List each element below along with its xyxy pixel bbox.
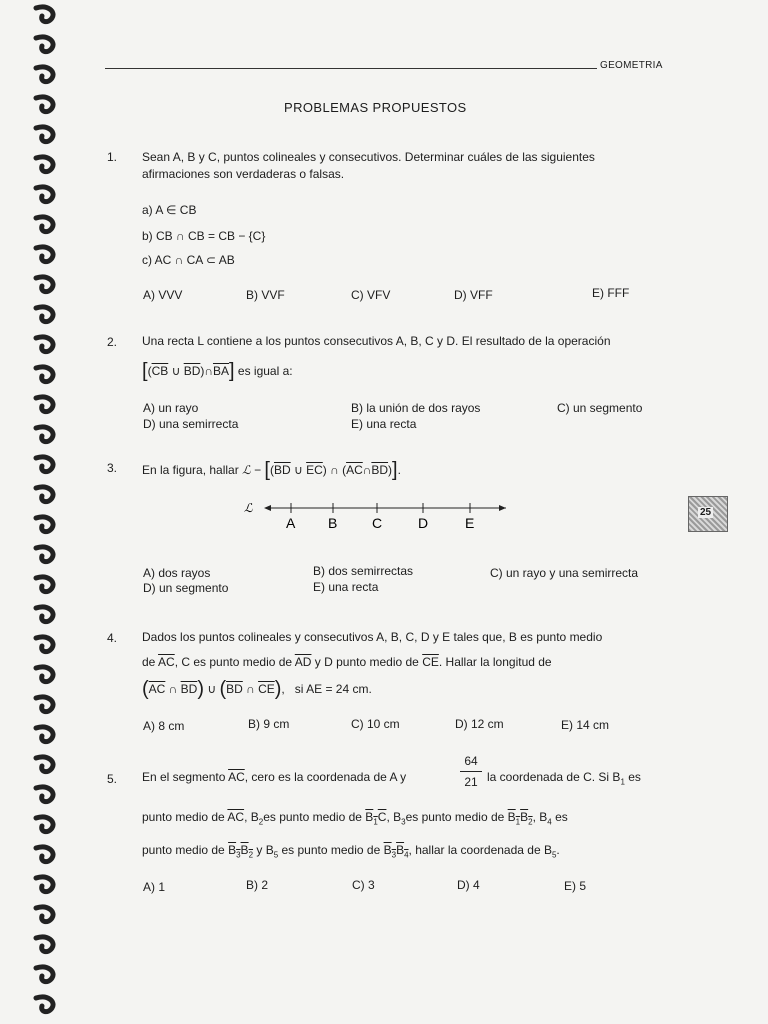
binding-ring <box>30 694 60 716</box>
binding-ring <box>30 154 60 176</box>
binding-ring <box>30 64 60 86</box>
binding-ring <box>30 34 60 56</box>
point-label-e: E <box>465 515 475 531</box>
problem-2-operation: [($\overline{CB}$ ∪ $\overline{BD})\cap\overline{BA}$] es igual a: <box>142 360 293 382</box>
problem-5-option-d: D) 4 <box>457 878 480 892</box>
section-header: GEOMETRIA <box>600 60 663 71</box>
binding-ring <box>30 664 60 686</box>
problem-1-statement-c: c) AC ∩ CA ⊂ AB <box>142 253 235 267</box>
p5-l1a: En el segmento <box>142 770 226 784</box>
problem-3-line-figure <box>240 496 510 536</box>
problem-2-text-line1: Una recta L contiene a los puntos consecutivos A, B, C y D. El resultado de la operación <box>142 334 611 348</box>
binding-ring <box>30 574 60 596</box>
problem-5-option-c: C) 3 <box>352 878 375 892</box>
p5-l2b: es punto medio de <box>263 810 362 824</box>
spiral-binding <box>30 0 66 1024</box>
binding-ring <box>30 274 60 296</box>
problem-4-text-line1: Dados los puntos colineales y consecutivos A, B, C, D y E tales que, B es punto medio <box>142 630 603 644</box>
problem-2-option-d: D) una semirrecta <box>143 417 239 431</box>
binding-ring <box>30 544 60 566</box>
line-right-arrow <box>499 505 506 511</box>
problem-2-operation-suffix: es igual a: <box>237 364 293 378</box>
problem-3-text-prefix: En la figura, hallar <box>142 463 239 477</box>
problem-4-text-line3: ($\overline{AC}$ ∩ $\overline{BD}$) ∪ ($\overline{BD}$ ∩ $\overline{CE}$), si AE = 24 cm. <box>142 678 372 700</box>
binding-ring <box>30 784 60 806</box>
binding-ring <box>30 364 60 386</box>
problem-2-number: 2. <box>107 335 118 349</box>
point-label-c: C <box>372 515 383 531</box>
problem-5-number: 5. <box>107 772 118 786</box>
binding-ring <box>30 124 60 146</box>
p5-l2d: es <box>555 810 568 824</box>
p5-l1d: es <box>628 770 641 784</box>
problem-3-option-e: E) una recta <box>313 580 379 594</box>
page-number-badge <box>688 496 728 532</box>
problem-1-statement-a: a) A ∈ CB <box>142 203 197 217</box>
binding-ring <box>30 334 60 356</box>
p5-l2c: es punto medio de <box>405 810 505 824</box>
p5-l3d: , hallar la coordenada de <box>408 843 541 857</box>
problem-1-text-line1: Sean A, B y C, puntos colineales y consecutivos. Determinar cuáles de las siguientes <box>142 150 595 164</box>
problem-1-statement-b: b) CB ∩ CB = CB − {C} <box>142 229 266 243</box>
problem-3-option-a: A) dos rayos <box>143 566 211 580</box>
binding-ring <box>30 934 60 956</box>
binding-ring <box>30 904 60 926</box>
p5-l3c: es punto medio de <box>281 843 381 857</box>
binding-ring <box>30 634 60 656</box>
problem-3-text: En la figura, hallar ℒ − [($\overline{BD}$ ∪ $\overline{EC}$) ∩ $(\overline{AC}\cap\overline{BD})$]. <box>142 459 401 481</box>
binding-ring <box>30 844 60 866</box>
binding-ring <box>30 424 60 446</box>
binding-ring <box>30 814 60 836</box>
p4-l2d: . Hallar la longitud de <box>438 655 552 669</box>
p5-l1c: la coordenada de C. Si <box>487 770 610 784</box>
binding-ring <box>30 4 60 26</box>
problem-2-option-c: C) un segmento <box>557 401 643 415</box>
point-label-a: A <box>286 515 296 531</box>
binding-ring <box>30 184 60 206</box>
p4-l2c: y D punto medio de <box>314 655 419 669</box>
problem-2-option-a: A) un rayo <box>143 401 199 415</box>
problem-5-text-line3: punto medio de $B_3B_2$ y $B_5$ es punto medio de $B_3B_4$, hallar la coordenada de $B_5$. <box>142 843 560 860</box>
binding-ring <box>30 94 60 116</box>
problem-1-option-d: D) VFF <box>454 288 493 302</box>
problem-4-option-b: B) 9 cm <box>248 717 290 731</box>
fraction-64-21 <box>460 754 482 789</box>
problem-5-text-line1: En el segmento $\overline{AC}$, cero es la coordenada de A y <box>142 770 407 784</box>
header-rule <box>105 68 597 69</box>
problem-1-text-line2: afirmaciones son verdaderas o falsas. <box>142 167 345 181</box>
binding-ring <box>30 304 60 326</box>
binding-ring <box>30 244 60 266</box>
point-label-b: B <box>328 515 338 531</box>
point-label-d: D <box>418 515 429 531</box>
binding-ring <box>30 514 60 536</box>
binding-ring <box>30 754 60 776</box>
binding-ring <box>30 964 60 986</box>
binding-ring <box>30 604 60 626</box>
p4-l2a: de <box>142 655 156 669</box>
p4-l2b: , C es punto medio de <box>174 655 293 669</box>
problem-1-option-c: C) VFV <box>351 288 391 302</box>
p5-l2a: punto medio de <box>142 810 225 824</box>
problem-1-option-a: A) VVV <box>143 288 183 302</box>
binding-ring <box>30 214 60 236</box>
p5-l1b: , cero es la coordenada de A y <box>244 770 407 784</box>
binding-ring <box>30 394 60 416</box>
problem-2-option-b: B) la unión de dos rayos <box>351 401 481 415</box>
problem-4-number: 4. <box>107 631 118 645</box>
problem-5-option-a: A) 1 <box>143 880 166 894</box>
problem-5-option-e: E) 5 <box>564 879 587 893</box>
line-l-label: ℒ <box>244 501 253 515</box>
problem-5-option-b: B) 2 <box>246 878 269 892</box>
fraction-denominator: 21 <box>464 775 478 789</box>
binding-ring <box>30 454 60 476</box>
p5-l3b: y <box>256 843 263 857</box>
binding-ring <box>30 484 60 506</box>
problem-3-option-b: B) dos semirrectas <box>313 564 414 578</box>
p4-l3-suffix: si AE = 24 cm. <box>294 682 372 696</box>
problem-4-option-c: C) 10 cm <box>351 717 400 731</box>
binding-ring <box>30 874 60 896</box>
problem-1-number: 1. <box>107 150 118 164</box>
problem-4-option-a: A) 8 cm <box>143 719 185 733</box>
problem-1-option-b: B) VVF <box>246 288 285 302</box>
problem-4-option-d: D) 12 cm <box>455 717 504 731</box>
problem-2-option-e: E) una recta <box>351 417 417 431</box>
problem-5-text-line1-cont: la coordenada de C. Si $B_1$ es <box>487 770 641 787</box>
line-left-arrow <box>264 505 271 511</box>
problem-3-option-d: D) un segmento <box>143 581 229 595</box>
binding-ring <box>30 724 60 746</box>
problem-3-number: 3. <box>107 461 118 475</box>
page-title: PROBLEMAS PROPUESTOS <box>284 100 467 115</box>
p5-l3a: punto medio de <box>142 843 225 857</box>
problem-4-option-e: E) 14 cm <box>561 718 610 732</box>
page-number: 25 <box>700 507 712 518</box>
problem-3-option-c: C) un rayo y una semirrecta <box>490 566 639 580</box>
problem-4-text-line2: de $\overline{AC}$, C es punto medio de $\overline{AD}$ y D punto medio de $\overline{CE}$. Hallar la longitud de <box>142 655 552 669</box>
problem-5-text-line2: punto medio de $\overline{AC}$, $B_2es$ punto medio de $B_1C$, $B_3es$ punto medio de $B_1B_2$, $B_4$ es <box>142 810 568 827</box>
problem-1-option-e: E) FFF <box>592 286 630 300</box>
binding-ring <box>30 994 60 1016</box>
fraction-numerator: 64 <box>464 754 478 768</box>
